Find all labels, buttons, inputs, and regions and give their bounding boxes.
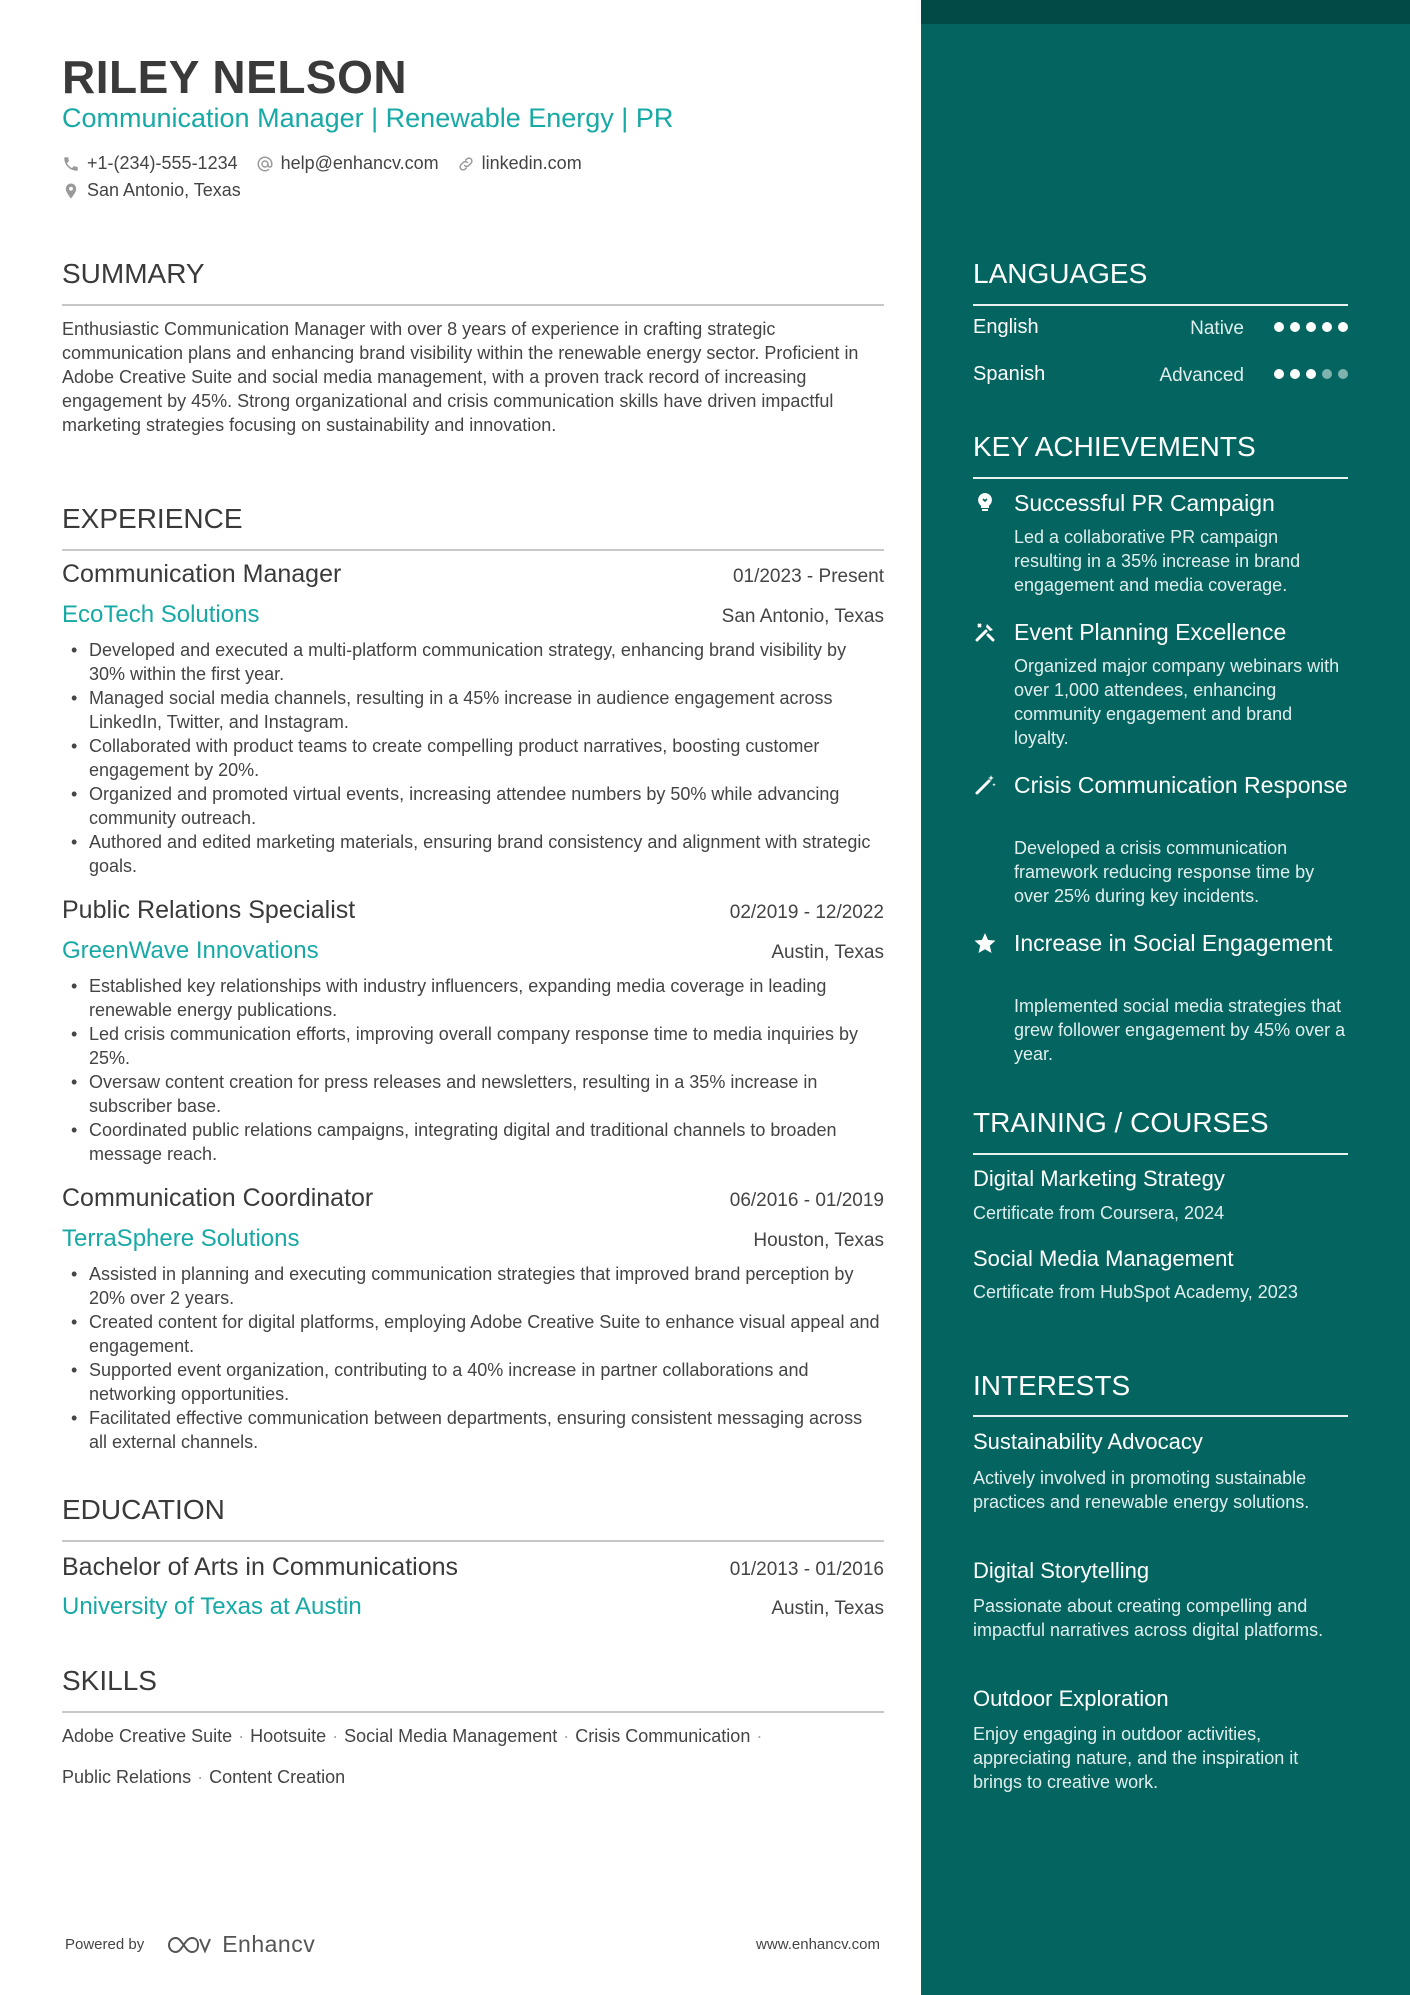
job-1-header <box>62 560 884 589</box>
degree: Bachelor of Arts in Communications <box>62 1553 459 1581</box>
language-name: Spanish <box>973 363 1046 385</box>
rating-dot <box>1306 369 1316 379</box>
powered-by-label: Powered by <box>65 1936 145 1953</box>
education-header <box>62 1553 884 1582</box>
list-item: • Assisted in planning and executing communication strategies that improved brand perception by 20% over 2 years. <box>62 1262 884 1310</box>
achievement-item <box>973 618 1348 758</box>
candidate-name: RILEY NELSON <box>62 51 408 103</box>
job-dates: 02/2019 - 12/2022 <box>729 902 884 923</box>
skill-item: Hootsuite <box>250 1726 327 1746</box>
achievement-item <box>973 929 1348 1069</box>
list-item: • Created content for digital platforms, employing Adobe Creative Suite to enhance visual appeal and engagement. <box>62 1310 884 1358</box>
contact-email[interactable] <box>256 153 439 174</box>
school[interactable]: University of Texas at Austin <box>62 1593 362 1620</box>
education-dates: 01/2013 - 01/2016 <box>729 1559 884 1580</box>
job-role: Communication Manager <box>62 560 342 588</box>
skill-item: Public Relations <box>62 1767 192 1787</box>
skill-item: Social Media Management <box>344 1726 558 1746</box>
skill-item: Crisis Communication <box>575 1726 751 1746</box>
list-item: • Oversaw content creation for press releases and newsletters, resulting in a 35% increase in subscriber base. <box>62 1070 884 1118</box>
job-role: Public Relations Specialist <box>62 896 356 924</box>
job-location: Houston, Texas <box>753 1230 884 1251</box>
skill-item: Adobe Creative Suite <box>62 1726 233 1746</box>
skills-list: Adobe Creative Suite · Hootsuite · Social Media Management · Crisis Communication · Public Relations · Content Creation <box>62 1726 763 1787</box>
rating-dot <box>1338 369 1348 379</box>
magic-wand-icon <box>973 773 997 797</box>
training-desc: Certificate from Coursera, 2024 <box>973 1203 1225 1223</box>
language-english <box>973 316 1348 346</box>
language-rating <box>1274 322 1348 332</box>
education-divider <box>62 1540 884 1542</box>
achievement-title: Successful PR Campaign <box>1014 490 1275 516</box>
list-item: • Established key relationships with industry influencers, expanding media coverage in leading renewable energy publications. <box>62 974 884 1022</box>
achievement-desc: Implemented social media strategies that grew follower engagement by 45% over a year. <box>1014 996 1346 1064</box>
rating-dot <box>1274 369 1284 379</box>
job-dates: 01/2023 - Present <box>732 566 884 587</box>
training-title: Social Media Management <box>973 1246 1234 1271</box>
at-icon <box>256 155 274 173</box>
list-item: • Collaborated with product teams to create compelling product narratives, boosting customer engagement by 20%. <box>62 734 884 782</box>
job-2-bullets <box>62 974 884 1166</box>
contact-location <box>62 180 241 201</box>
phone-text: +1-(234)-555-1234 <box>87 153 238 173</box>
email-text: help@enhancv.com <box>280 153 439 173</box>
enhancv-logo-icon <box>166 1933 212 1957</box>
powered-by <box>65 1931 315 1958</box>
job-role: Communication Coordinator <box>62 1184 374 1212</box>
language-level: Native <box>1190 318 1244 339</box>
language-level: Advanced <box>1159 365 1244 386</box>
job-company[interactable]: EcoTech Solutions <box>62 601 260 628</box>
education-heading: EDUCATION <box>62 1494 225 1525</box>
skill-item: Content Creation <box>209 1767 346 1787</box>
interest-title: Outdoor Exploration <box>973 1686 1169 1711</box>
achievement-desc: Led a collaborative PR campaign resulting in a 35% increase in brand engagement and media coverage. <box>1014 527 1301 595</box>
rating-dot <box>1322 369 1332 379</box>
achievement-item <box>973 489 1348 599</box>
language-spanish <box>973 363 1348 393</box>
skills-heading: SKILLS <box>62 1665 157 1696</box>
list-item: • Supported event organization, contributing to a 40% increase in partner collaborations and networking opportunities. <box>62 1358 884 1406</box>
job-3-bullets <box>62 1262 884 1454</box>
enhancv-logo[interactable] <box>166 1931 315 1958</box>
job-1-bullets <box>62 638 884 878</box>
job-3-company-row <box>62 1225 884 1253</box>
summary-heading: SUMMARY <box>62 258 205 289</box>
achievements-heading: KEY ACHIEVEMENTS <box>973 431 1256 462</box>
job-company[interactable]: GreenWave Innovations <box>62 937 319 964</box>
achievement-item <box>973 771 1348 911</box>
job-company[interactable]: TerraSphere Solutions <box>62 1225 300 1252</box>
job-dates: 06/2016 - 01/2019 <box>729 1190 884 1211</box>
achievement-title: Increase in Social Engagement <box>1014 930 1333 956</box>
achievement-desc: Organized major company webinars with over 1,000 attendees, enhancing community engagement and brand loyalty. <box>1014 656 1340 748</box>
contact-phone[interactable] <box>62 153 238 174</box>
list-item: • Managed social media channels, resulting in a 45% increase in audience engagement across LinkedIn, Twitter, and Instagram. <box>62 686 884 734</box>
tools-icon <box>973 620 997 644</box>
job-2-company-row <box>62 937 884 965</box>
contact-row-location <box>62 180 241 201</box>
job-3-header <box>62 1184 884 1213</box>
achievement-desc: Developed a crisis communication framework reducing response time by over 25% during key incidents. <box>1014 838 1315 906</box>
summary-divider <box>62 304 884 306</box>
education-location: Austin, Texas <box>771 1598 884 1619</box>
achievements-divider <box>973 477 1348 479</box>
experience-heading: EXPERIENCE <box>62 503 243 534</box>
contact-row <box>62 153 582 174</box>
interest-desc: Passionate about creating compelling and impactful narratives across digital platforms. <box>973 1596 1324 1640</box>
training-divider <box>973 1153 1348 1155</box>
contact-linkedin[interactable] <box>457 153 582 174</box>
job-location: Austin, Texas <box>771 942 884 963</box>
linkedin-text: linkedin.com <box>481 153 582 173</box>
achievement-title: Crisis Communication Response <box>1014 772 1348 798</box>
experience-divider <box>62 549 884 551</box>
skills-divider <box>62 1711 884 1713</box>
language-rating <box>1274 369 1348 379</box>
brand-name: Enhancv <box>222 1931 316 1957</box>
footer <box>65 1931 880 1958</box>
summary-text: Enthusiastic Communication Manager with over 8 years of experience in crafting strategic communication plans and enhancing brand visibility within the renewable energy sector. Proficient in Adobe Creative Suite and social media management, with a proven track record of increasing engagement by 45%. Strong organizational and crisis communication skills have driven impactful marketing strategies focusing on sustainability and innovation. <box>62 319 859 435</box>
job-1-company-row <box>62 601 884 629</box>
candidate-title: Communication Manager | Renewable Energy | PR <box>62 103 674 133</box>
sidebar-top-band <box>921 0 1410 24</box>
rating-dot <box>1274 322 1284 332</box>
interest-desc: Actively involved in promoting sustainable practices and renewable energy solutions. <box>973 1468 1310 1512</box>
list-item: • Coordinated public relations campaigns, integrating digital and traditional channels to broaden message reach. <box>62 1118 884 1166</box>
rating-dot <box>1290 322 1300 332</box>
job-location: San Antonio, Texas <box>721 606 884 627</box>
footer-website[interactable]: www.enhancv.com <box>756 1936 880 1953</box>
rating-dot <box>1322 322 1332 332</box>
list-item: • Authored and edited marketing materials, ensuring brand consistency and alignment with strategic goals. <box>62 830 884 878</box>
training-desc: Certificate from HubSpot Academy, 2023 <box>973 1282 1298 1302</box>
list-item: • Led crisis communication efforts, improving overall company response time to media inquiries by 25%. <box>62 1022 884 1070</box>
job-2-header <box>62 896 884 925</box>
rating-dot <box>1306 322 1316 332</box>
location-text: San Antonio, Texas <box>87 180 241 200</box>
training-heading: TRAINING / COURSES <box>973 1107 1269 1138</box>
location-pin-icon <box>62 182 80 200</box>
languages-heading: LANGUAGES <box>973 258 1148 289</box>
list-item: • Developed and executed a multi-platform communication strategy, enhancing brand visibility by 30% within the first year. <box>62 638 884 686</box>
languages-divider <box>973 304 1348 306</box>
list-item: • Organized and promoted virtual events, increasing attendee numbers by 50% while advancing community outreach. <box>62 782 884 830</box>
phone-icon <box>62 155 80 173</box>
interest-title: Sustainability Advocacy <box>973 1429 1203 1454</box>
achievement-title: Event Planning Excellence <box>1014 619 1287 645</box>
list-item: • Facilitated effective communication between departments, ensuring consistent messaging across all external channels. <box>62 1406 884 1454</box>
rating-dot <box>1338 322 1348 332</box>
rating-dot <box>1290 369 1300 379</box>
training-title: Digital Marketing Strategy <box>973 1166 1225 1191</box>
language-name: English <box>973 316 1039 338</box>
interest-title: Digital Storytelling <box>973 1558 1150 1583</box>
interest-desc: Enjoy engaging in outdoor activities, appreciating nature, and the inspiration it brings to creative work. <box>973 1724 1299 1792</box>
education-school-row <box>62 1593 884 1621</box>
star-icon <box>973 931 997 955</box>
interests-divider <box>973 1415 1348 1417</box>
interests-heading: INTERESTS <box>973 1370 1131 1401</box>
link-icon <box>457 155 475 173</box>
lightbulb-icon <box>973 491 997 515</box>
